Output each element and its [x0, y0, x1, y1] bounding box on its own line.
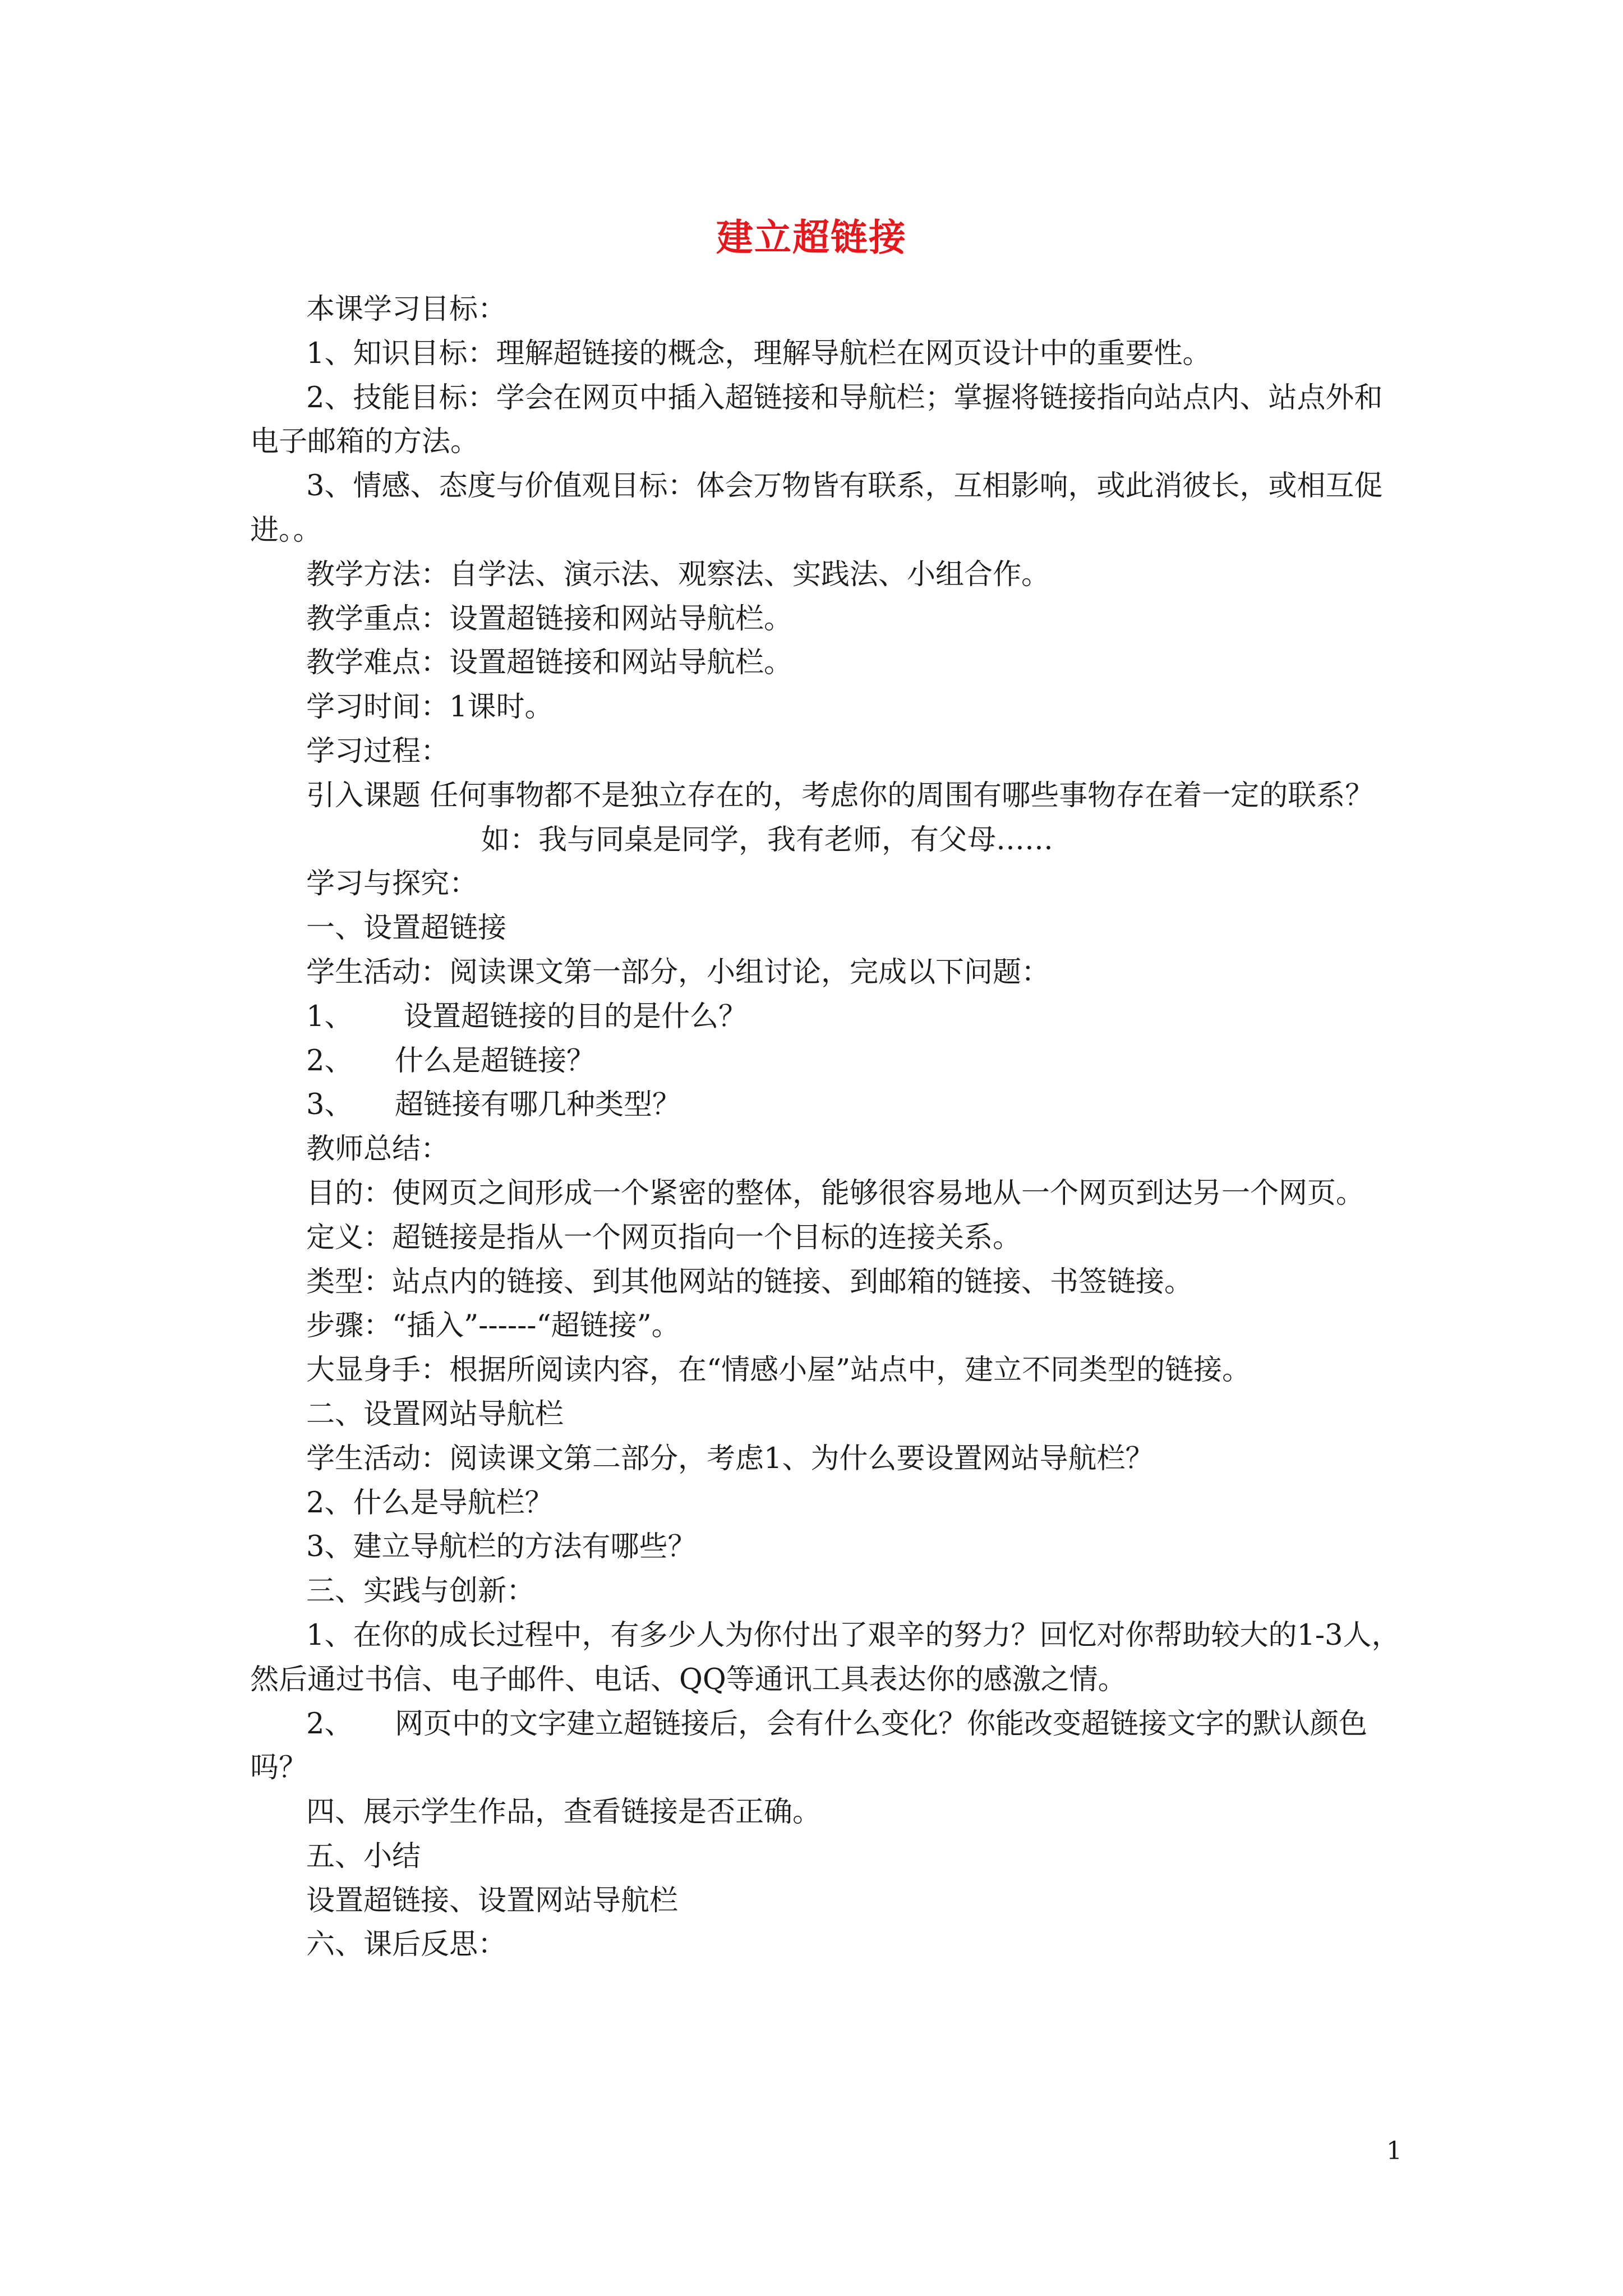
document-title: 建立超链接 [716, 215, 907, 259]
page-number: 1 [1386, 2137, 1402, 2165]
practice-task-one-line2: 然后通过书信、电子邮件、电话、QQ等通讯工具表达你的感激之情。 [250, 1663, 1127, 1696]
question-text: 超链接有哪几种类型？ [395, 1088, 681, 1122]
knowledge-objective: 1、知识目标：理解超链接的概念，理解导航栏在网页设计中的重要性。 [306, 337, 1211, 370]
study-explore-heading: 学习与探究： [306, 867, 478, 901]
question-what-is-navbar: 2、什么是导航栏？ [306, 1486, 554, 1520]
section-two-heading: 二、设置网站导航栏 [306, 1397, 564, 1431]
teacher-summary-heading: 教师总结： [306, 1133, 450, 1166]
student-activity-two: 学生活动：阅读课文第二部分，考虑1、为什么要设置网站导航栏？ [306, 1442, 1154, 1475]
question-item [250, 1039, 1391, 1084]
practice-text: 网页中的文字建立超链接后，会有什么变化？你能改变超链接文字的默认颜色 [395, 1707, 1368, 1741]
question-number: 2、 [306, 1044, 353, 1078]
question-text: 什么是超链接？ [395, 1044, 596, 1078]
question-text: 设置超链接的目的是什么？ [404, 1000, 748, 1033]
question-number: 3、 [306, 1088, 353, 1122]
teaching-difficulty: 教学难点：设置超链接和网站导航栏。 [306, 646, 793, 680]
example-text: 如：我与同桌是同学，我有老师，有父母…… [481, 823, 1054, 857]
student-activity-one: 学生活动：阅读课文第一部分，小组讨论，完成以下问题： [306, 955, 1050, 989]
practice-number: 2、 [306, 1707, 353, 1741]
emotion-objective-line2: 进。。 [250, 513, 322, 547]
summary-purpose: 目的：使网页之间形成一个紧密的整体，能够很容易地从一个网页到达另一个网页。 [306, 1176, 1365, 1210]
skill-objective-line2: 电子邮箱的方法。 [250, 425, 479, 459]
section-three-heading: 三、实践与创新： [306, 1575, 536, 1608]
summary-definition: 定义：超链接是指从一个网页指向一个目标的连接关系。 [306, 1221, 1022, 1254]
section-four-heading: 四、展示学生作品，查看链接是否正确。 [306, 1796, 822, 1829]
document-body [250, 288, 1400, 1967]
skill-objective-line1: 2、技能目标：学会在网页中插入超链接和导航栏；掌握将链接指向站点内、站点外和 [306, 381, 1383, 415]
section-five-heading: 五、小结 [306, 1839, 421, 1873]
learning-process-heading: 学习过程： [306, 734, 450, 768]
lesson-intro-example [250, 818, 1391, 863]
question-item [250, 995, 1391, 1039]
study-time: 学习时间：1课时。 [306, 691, 554, 724]
summary-types: 类型：站点内的链接、到其他网站的链接、到邮箱的链接、书签链接。 [306, 1265, 1193, 1299]
lesson-intro: 引入课题 任何事物都不是独立存在的，考虑你的周围有哪些事物存在着一定的联系？ [306, 779, 1374, 812]
question-item [250, 1083, 1391, 1128]
practice-task-two-line1 [250, 1703, 1391, 1747]
teaching-methods: 教学方法：自学法、演示法、观察法、实践法、小组合作。 [306, 558, 1050, 591]
summary-content: 设置超链接、设置网站导航栏 [306, 1884, 679, 1917]
section-one-heading: 一、设置超链接 [306, 912, 507, 945]
summary-steps: 步骤：“插入”------“超链接”。 [306, 1309, 680, 1343]
question-navbar-methods: 3、建立导航栏的方法有哪些？ [306, 1530, 697, 1564]
section-six-heading: 六、课后反思： [306, 1928, 507, 1962]
practice-task-two-line2: 吗？ [250, 1751, 308, 1785]
learning-objectives-heading: 本课学习目标： [306, 293, 507, 326]
teaching-focus: 教学重点：设置超链接和网站导航栏。 [306, 602, 793, 636]
emotion-objective-line1: 3、情感、态度与价值观目标：体会万物皆有联系，互相影响，或此消彼长，或相互促 [306, 470, 1383, 503]
question-number: 1、 [306, 1000, 353, 1033]
hands-on-task: 大显身手：根据所阅读内容，在“情感小屋”站点中，建立不同类型的链接。 [306, 1354, 1251, 1387]
practice-task-one-line1: 1、在你的成长过程中，有多少人为你付出了艰辛的努力？回忆对你帮助较大的1-3人， [306, 1618, 1400, 1652]
